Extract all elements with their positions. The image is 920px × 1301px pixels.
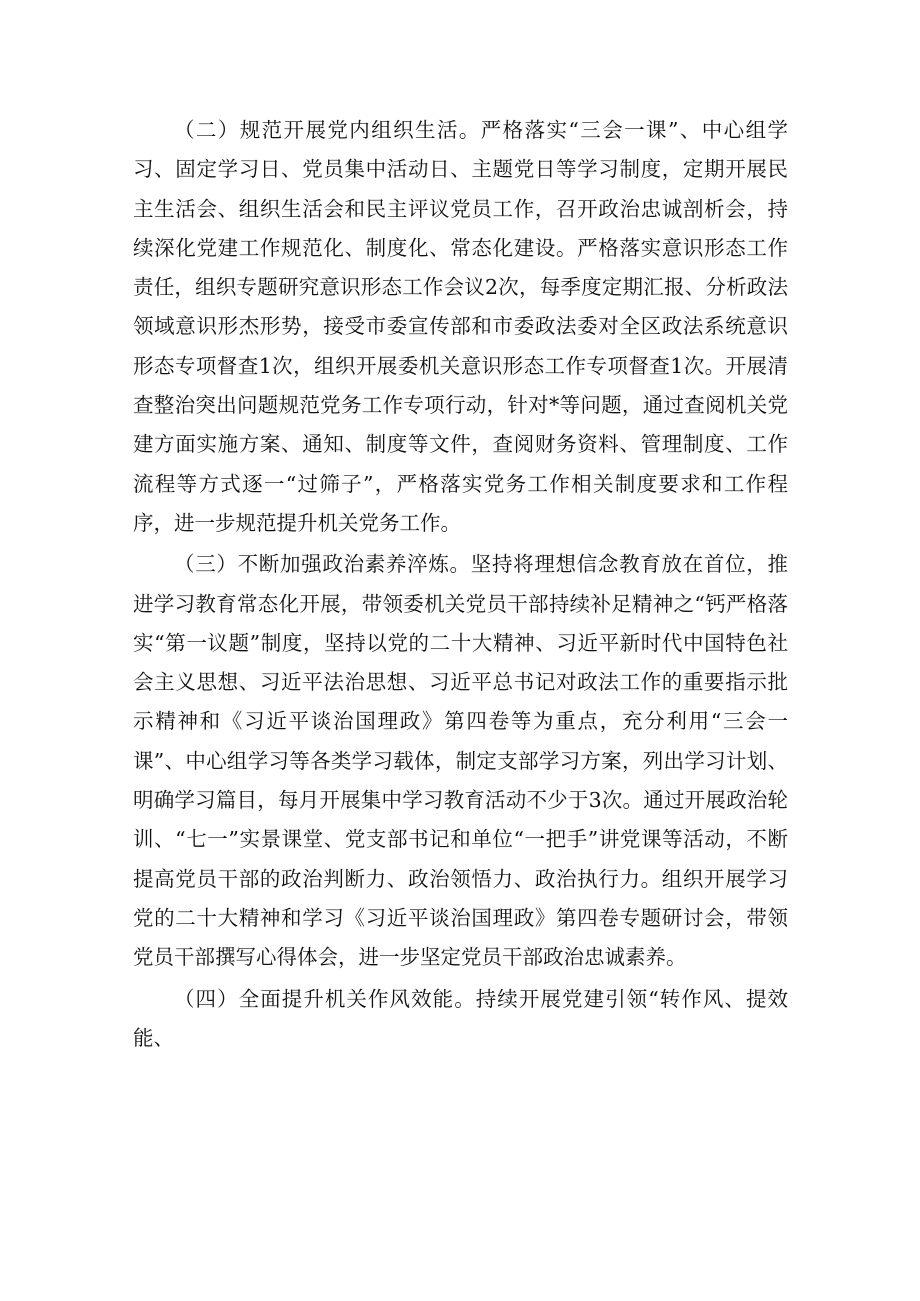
- document-body: [133, 111, 788, 1058]
- paragraph-section-four: （四）全面提升机关作风效能。持续开展党建引领“转作风、提效能、: [133, 986, 788, 1050]
- paragraph-section-three: （三）不断加强政治素养淬炼。坚持将理想信念教育放在首位，推进学习教育常态化开展，带领委机关党员干部持续补足精神之“钙严格落实“第一议题”制度，坚持以党的二十大精神、习近平新时代中国特色社会主义思想、习近平法治思想、习近平总书记对政法工作的重要指示批示精神和《习近平谈治国理政》第四卷等为重点，充分利用“三会一课”、中心组学习等各类学习载体，制定支部学习方案，列出学习计划、明确学习篇目，每月开展集中学习教育活动不少于3次。通过开展政治轮训、“七一”实景课堂、党支部书记和单位“一把手”讲党课等活动，不断提高党员干部的政治判断力、政治领悟力、政治执行力。组织开展学习党的二十大精神和学习《习近平谈治国理政》第四卷专题研讨会，带领党员干部撰写心得体会，进一步坚定党员干部政治忠诚素养。: [133, 552, 788, 970]
- paragraph-section-two: （二）规范开展党内组织生活。严格落实“三会一课”、中心组学习、固定学习日、党员集中活动日、主题党日等学习制度，定期开展民主生活会、组织生活会和民主评议党员工作，召开政治忠诚剖析会，持续深化党建工作规范化、制度化、常态化建设。严格落实意识形态工作责任，组织专题研究意识形态工作会议2次，每季度定期汇报、分析政法领域意识形杰形势，接受市委宣传部和市委政法委对全区政法系统意识形态专项督查1次，组织开展委机关意识形态工作专项督查1次。开展清查整治突出问题规范党务工作专项行动，针对*等问题，通过查阅机关党建方面实施方案、通知、制度等文件，查阅财务资料、管理制度、工作流程等方式逐一“过筛子”，严格落实党务工作相关制度要求和工作程序，进一步规范提升机关党务工作。: [133, 118, 788, 535]
